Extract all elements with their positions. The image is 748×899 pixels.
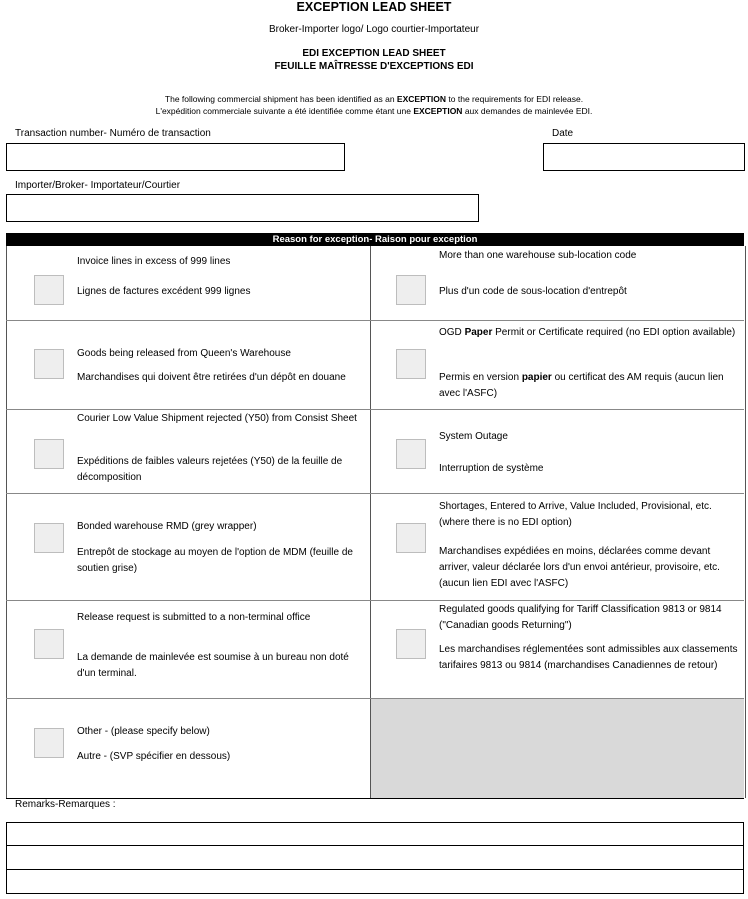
checkbox-queens-warehouse[interactable] xyxy=(34,349,64,379)
reason-bonded-warehouse-fr: Entrepôt de stockage au moyen de l'option de MDM (feuille de soutien grise) xyxy=(77,547,353,574)
reason-warehouse-sublocation-en: More than one warehouse sub-location code xyxy=(439,250,637,261)
checkbox-regulated-goods[interactable] xyxy=(396,629,426,659)
reason-shortages-fr: Marchandises expédiées en moins, déclarées comme devant arriver, valeur déclarée lors d'un envoi antérieur, provisoire, etc. (aucun lien EDI avec l'ASFC) xyxy=(439,546,720,589)
reason-regulated-goods-fr: Les marchandises réglementées sont admissibles aux classements tarifaires 9813 ou 9814 (marchandises Canadiennes de retour) xyxy=(439,644,738,671)
checkbox-ogd-paper-permit[interactable] xyxy=(396,349,426,379)
remarks-label: Remarks-Remarques : xyxy=(15,799,116,810)
reason-non-terminal-office-en: Release request is submitted to a non-terminal office xyxy=(77,612,311,623)
reason-ogd-paper-permit-en: OGD Paper Permit or Certificate required (no EDI option available) xyxy=(439,327,736,338)
row-divider xyxy=(6,798,744,799)
row-divider xyxy=(6,698,744,699)
checkbox-bonded-warehouse[interactable] xyxy=(34,523,64,553)
row-divider xyxy=(6,493,744,494)
reason-courier-lvs-fr: Expéditions de faibles valeurs rejetées (Y50) de la feuille de décomposition xyxy=(77,456,343,483)
reason-system-outage-fr: Interruption de système xyxy=(439,463,544,474)
logo-placeholder: Broker-Importer logo/ Logo courtier-Importateur xyxy=(268,24,480,35)
empty-shaded-cell xyxy=(371,699,744,798)
importer-broker-field[interactable] xyxy=(6,194,479,222)
checkbox-non-terminal-office[interactable] xyxy=(34,629,64,659)
date-field[interactable] xyxy=(543,143,745,171)
reason-other-fr: Autre - (SVP spécifier en dessous) xyxy=(77,751,231,762)
row-divider xyxy=(6,409,744,410)
reason-shortages-en: Shortages, Entered to Arrive, Value Included, Provisional, etc. (where there is no EDI option) xyxy=(439,501,712,528)
reason-header: Reason for exception- Raison pour exception xyxy=(6,233,744,246)
importer-broker-label: Importer/Broker- Importateur/Courtier xyxy=(15,180,181,191)
reason-system-outage-en: System Outage xyxy=(439,431,508,442)
reason-invoice-lines-fr: Lignes de factures excédent 999 lignes xyxy=(77,286,251,297)
reason-other-en: Other - (please specify below) xyxy=(77,726,210,737)
reason-queens-warehouse-en: Goods being released from Queen's Warehouse xyxy=(77,348,291,359)
remarks-line[interactable] xyxy=(6,870,744,894)
page-title: EXCEPTION LEAD SHEET xyxy=(296,0,452,14)
checkbox-other[interactable] xyxy=(34,728,64,758)
reason-warehouse-sublocation-fr: Plus d'un code de sous-location d'entrepôt xyxy=(439,286,627,297)
reason-invoice-lines-en: Invoice lines in excess of 999 lines xyxy=(77,256,231,267)
date-label: Date xyxy=(552,128,574,139)
reason-ogd-paper-permit-fr: Permis en version papier ou certificat des AM requis (aucun lien avec l'ASFC) xyxy=(439,372,724,399)
transaction-number-field[interactable] xyxy=(6,143,345,171)
checkbox-system-outage[interactable] xyxy=(396,439,426,469)
intro-fr: L'expédition commerciale suivante a été identifiée comme étant une EXCEPTION aux demandes de mainlevée EDI. xyxy=(155,106,593,116)
checkbox-warehouse-sublocation[interactable] xyxy=(396,275,426,305)
reason-regulated-goods-en: Regulated goods qualifying for Tariff Classification 9813 or 9814 ("Canadian goods Returning") xyxy=(439,604,722,631)
remarks-line[interactable] xyxy=(6,822,744,846)
reason-bonded-warehouse-en: Bonded warehouse RMD (grey wrapper) xyxy=(77,521,257,532)
subtitle-en: EDI EXCEPTION LEAD SHEET xyxy=(302,48,446,59)
transaction-number-label: Transaction number- Numéro de transaction xyxy=(15,128,211,139)
intro-en: The following commercial shipment has been identified as an EXCEPTION to the requirements for EDI release. xyxy=(164,94,584,104)
row-divider xyxy=(6,600,744,601)
reason-queens-warehouse-fr: Marchandises qui doivent être retirées d'un dépôt en douane xyxy=(77,372,346,383)
checkbox-courier-lvs[interactable] xyxy=(34,439,64,469)
subtitle-fr: FEUILLE MAÎTRESSE D'EXCEPTIONS EDI xyxy=(274,61,474,72)
reason-non-terminal-office-fr: La demande de mainlevée est soumise à un bureau non doté d'un terminal. xyxy=(77,652,349,679)
checkbox-invoice-lines[interactable] xyxy=(34,275,64,305)
remarks-line[interactable] xyxy=(6,846,744,870)
row-divider xyxy=(6,320,744,321)
checkbox-shortages[interactable] xyxy=(396,523,426,553)
reason-courier-lvs-en: Courier Low Value Shipment rejected (Y50) from Consist Sheet xyxy=(77,413,357,424)
